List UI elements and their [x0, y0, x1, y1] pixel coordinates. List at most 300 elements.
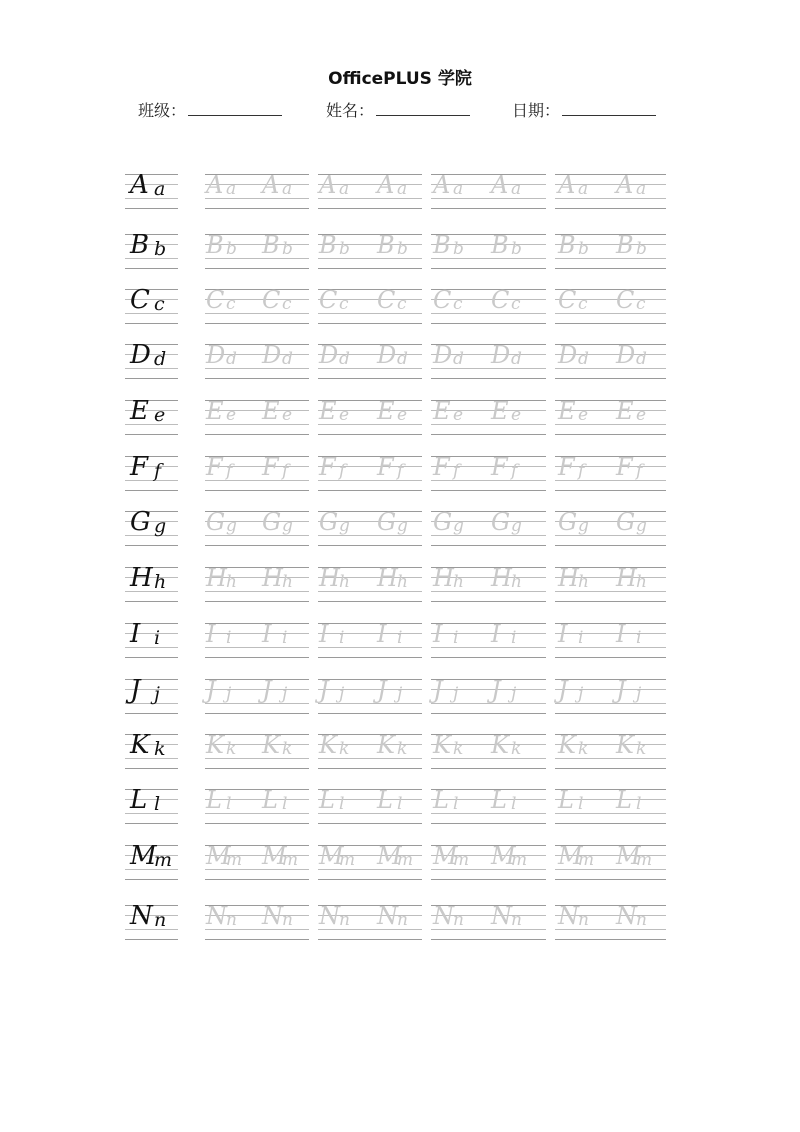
- trace-uppercase: K: [433, 731, 451, 759]
- trace-lowercase: m: [339, 850, 356, 870]
- trace-lowercase: c: [226, 294, 236, 314]
- trace-letter-pair[interactable]: [206, 285, 252, 325]
- trace-uppercase: D: [616, 341, 636, 369]
- trace-lowercase: h: [226, 572, 237, 592]
- letter-row: [0, 230, 800, 274]
- trace-lowercase: h: [282, 572, 293, 592]
- trace-lowercase: j: [636, 684, 642, 704]
- trace-letter-pair[interactable]: [616, 563, 662, 603]
- trace-uppercase: I: [377, 620, 387, 648]
- trace-uppercase: B: [206, 231, 224, 259]
- trace-letter-pair[interactable]: [206, 841, 252, 881]
- trace-lowercase: m: [226, 850, 243, 870]
- trace-uppercase: B: [616, 231, 634, 259]
- trace-letter-pair[interactable]: [491, 841, 537, 881]
- trace-letter-pair[interactable]: [377, 230, 423, 270]
- model-letter-pair: [126, 230, 178, 270]
- trace-uppercase: A: [433, 171, 451, 199]
- trace-letter-pair[interactable]: [491, 785, 537, 825]
- trace-letter-pair[interactable]: [262, 396, 308, 436]
- model-uppercase: D: [130, 340, 151, 370]
- trace-letter-pair[interactable]: [616, 396, 662, 436]
- trace-uppercase: F: [319, 453, 336, 481]
- trace-uppercase: K: [377, 731, 395, 759]
- trace-letter-pair[interactable]: [319, 785, 365, 825]
- model-lowercase: b: [154, 238, 167, 260]
- trace-uppercase: F: [262, 453, 279, 481]
- letter-row: [0, 396, 800, 440]
- trace-uppercase: F: [616, 453, 633, 481]
- trace-letter-pair[interactable]: [616, 901, 662, 941]
- model-uppercase: N: [130, 901, 153, 931]
- trace-letter-pair[interactable]: [319, 452, 365, 492]
- trace-lowercase: k: [339, 739, 350, 759]
- trace-lowercase: n: [453, 910, 464, 930]
- model-letter-pair: [126, 396, 178, 436]
- trace-lowercase: f: [578, 461, 585, 481]
- trace-letter-pair[interactable]: [558, 730, 604, 770]
- trace-uppercase: G: [319, 508, 339, 536]
- trace-uppercase: E: [377, 397, 395, 425]
- trace-lowercase: i: [226, 628, 232, 648]
- trace-lowercase: f: [636, 461, 643, 481]
- trace-letter-pair[interactable]: [377, 285, 423, 325]
- trace-lowercase: c: [511, 294, 521, 314]
- trace-letter-pair[interactable]: [206, 730, 252, 770]
- trace-letter-pair[interactable]: [558, 170, 604, 210]
- trace-letter-pair[interactable]: [491, 901, 537, 941]
- trace-lowercase: k: [636, 739, 647, 759]
- trace-lowercase: g: [636, 516, 647, 536]
- trace-letter-pair[interactable]: [616, 507, 662, 547]
- trace-lowercase: f: [453, 461, 460, 481]
- trace-uppercase: J: [433, 676, 443, 704]
- trace-uppercase: A: [558, 171, 576, 199]
- model-uppercase: B: [130, 230, 150, 260]
- trace-uppercase: M: [262, 842, 287, 870]
- trace-uppercase: M: [319, 842, 344, 870]
- trace-letter-pair[interactable]: [558, 563, 604, 603]
- trace-letter-pair[interactable]: [558, 507, 604, 547]
- trace-lowercase: e: [511, 405, 522, 425]
- trace-uppercase: D: [377, 341, 397, 369]
- trace-uppercase: D: [262, 341, 282, 369]
- trace-uppercase: N: [262, 902, 283, 930]
- trace-letter-pair[interactable]: [206, 675, 252, 715]
- trace-lowercase: h: [636, 572, 647, 592]
- trace-uppercase: L: [433, 786, 449, 814]
- trace-uppercase: B: [262, 231, 280, 259]
- trace-lowercase: e: [226, 405, 237, 425]
- trace-letter-pair[interactable]: [262, 507, 308, 547]
- trace-lowercase: n: [397, 910, 408, 930]
- trace-letter-pair[interactable]: [616, 170, 662, 210]
- letter-row: [0, 901, 800, 945]
- trace-letter-pair[interactable]: [558, 452, 604, 492]
- trace-uppercase: C: [491, 286, 510, 314]
- trace-uppercase: C: [262, 286, 281, 314]
- letter-row: [0, 730, 800, 774]
- model-uppercase: E: [130, 396, 149, 426]
- class-label: 班级：: [138, 101, 187, 120]
- trace-letter-pair[interactable]: [616, 452, 662, 492]
- trace-lowercase: c: [339, 294, 349, 314]
- trace-letter-pair[interactable]: [616, 841, 662, 881]
- trace-letter-pair[interactable]: [377, 340, 423, 380]
- trace-uppercase: K: [558, 731, 576, 759]
- trace-letter-pair[interactable]: [616, 785, 662, 825]
- letter-row: [0, 563, 800, 607]
- trace-letter-pair[interactable]: [433, 901, 479, 941]
- trace-lowercase: g: [397, 516, 408, 536]
- trace-letter-pair[interactable]: [433, 452, 479, 492]
- trace-lowercase: h: [453, 572, 464, 592]
- trace-uppercase: C: [558, 286, 577, 314]
- trace-lowercase: k: [282, 739, 293, 759]
- trace-uppercase: L: [377, 786, 393, 814]
- trace-lowercase: g: [339, 516, 350, 536]
- trace-uppercase: N: [558, 902, 579, 930]
- trace-lowercase: n: [636, 910, 647, 930]
- trace-lowercase: n: [511, 910, 522, 930]
- trace-letter-pair[interactable]: [433, 340, 479, 380]
- trace-lowercase: g: [226, 516, 237, 536]
- trace-uppercase: H: [558, 564, 579, 592]
- trace-lowercase: a: [636, 179, 647, 199]
- trace-letter-pair[interactable]: [616, 285, 662, 325]
- trace-uppercase: B: [491, 231, 509, 259]
- trace-lowercase: k: [511, 739, 522, 759]
- trace-letter-pair[interactable]: [616, 340, 662, 380]
- trace-letter-pair[interactable]: [377, 841, 423, 881]
- model-uppercase: L: [130, 785, 148, 815]
- trace-lowercase: e: [636, 405, 647, 425]
- trace-uppercase: L: [319, 786, 335, 814]
- trace-letter-pair[interactable]: [491, 675, 537, 715]
- trace-lowercase: b: [397, 239, 408, 259]
- trace-letter-pair[interactable]: [377, 619, 423, 659]
- model-lowercase: m: [154, 849, 173, 871]
- trace-letter-pair[interactable]: [319, 730, 365, 770]
- trace-lowercase: g: [453, 516, 464, 536]
- trace-lowercase: h: [578, 572, 589, 592]
- trace-letter-pair[interactable]: [262, 340, 308, 380]
- model-letter-pair: [126, 340, 178, 380]
- trace-letter-pair[interactable]: [319, 563, 365, 603]
- trace-letter-pair[interactable]: [433, 675, 479, 715]
- trace-uppercase: E: [616, 397, 634, 425]
- trace-letter-pair[interactable]: [377, 563, 423, 603]
- trace-letter-pair[interactable]: [558, 340, 604, 380]
- trace-uppercase: N: [206, 902, 227, 930]
- trace-lowercase: k: [397, 739, 408, 759]
- trace-uppercase: N: [433, 902, 454, 930]
- trace-letter-pair[interactable]: [262, 619, 308, 659]
- trace-lowercase: j: [578, 684, 584, 704]
- trace-lowercase: f: [282, 461, 289, 481]
- letter-row: [0, 675, 800, 719]
- model-uppercase: H: [130, 563, 153, 593]
- trace-letter-pair[interactable]: [262, 785, 308, 825]
- model-letter-pair: [126, 675, 178, 715]
- trace-letter-pair[interactable]: [433, 396, 479, 436]
- trace-lowercase: a: [578, 179, 589, 199]
- trace-uppercase: B: [377, 231, 395, 259]
- trace-letter-pair[interactable]: [206, 170, 252, 210]
- model-lowercase: g: [154, 515, 167, 537]
- trace-letter-pair[interactable]: [433, 230, 479, 270]
- trace-letter-pair[interactable]: [491, 230, 537, 270]
- trace-uppercase: A: [377, 171, 395, 199]
- trace-lowercase: f: [397, 461, 404, 481]
- letter-row: [0, 340, 800, 384]
- model-uppercase: J: [130, 675, 141, 705]
- trace-uppercase: I: [206, 620, 216, 648]
- trace-letter-pair[interactable]: [558, 230, 604, 270]
- trace-uppercase: E: [433, 397, 451, 425]
- trace-letter-pair[interactable]: [319, 619, 365, 659]
- trace-lowercase: f: [226, 461, 233, 481]
- trace-lowercase: n: [282, 910, 293, 930]
- trace-letter-pair[interactable]: [377, 170, 423, 210]
- trace-letter-pair[interactable]: [262, 730, 308, 770]
- trace-letter-pair[interactable]: [262, 170, 308, 210]
- trace-lowercase: l: [578, 794, 584, 814]
- trace-letter-pair[interactable]: [433, 619, 479, 659]
- trace-uppercase: J: [616, 676, 626, 704]
- model-lowercase: e: [154, 404, 166, 426]
- trace-uppercase: C: [616, 286, 635, 314]
- trace-letter-pair[interactable]: [558, 396, 604, 436]
- trace-lowercase: i: [282, 628, 288, 648]
- trace-uppercase: K: [206, 731, 224, 759]
- trace-uppercase: J: [262, 676, 272, 704]
- trace-letter-pair[interactable]: [433, 841, 479, 881]
- trace-uppercase: D: [206, 341, 226, 369]
- trace-lowercase: j: [226, 684, 232, 704]
- model-letter-pair: [126, 170, 178, 210]
- trace-letter-pair[interactable]: [491, 396, 537, 436]
- trace-letter-pair[interactable]: [206, 507, 252, 547]
- trace-letter-pair[interactable]: [616, 230, 662, 270]
- trace-lowercase: c: [397, 294, 407, 314]
- trace-letter-pair[interactable]: [558, 841, 604, 881]
- model-lowercase: h: [154, 571, 167, 593]
- trace-lowercase: d: [397, 349, 408, 369]
- trace-letter-pair[interactable]: [491, 170, 537, 210]
- trace-lowercase: i: [578, 628, 584, 648]
- trace-uppercase: C: [377, 286, 396, 314]
- trace-letter-pair[interactable]: [319, 340, 365, 380]
- letter-row: [0, 785, 800, 829]
- trace-uppercase: N: [377, 902, 398, 930]
- trace-lowercase: d: [636, 349, 647, 369]
- trace-letter-pair[interactable]: [491, 285, 537, 325]
- trace-lowercase: k: [578, 739, 589, 759]
- trace-letter-pair[interactable]: [262, 675, 308, 715]
- letter-row: [0, 170, 800, 214]
- trace-letter-pair[interactable]: [558, 619, 604, 659]
- trace-letter-pair[interactable]: [319, 396, 365, 436]
- trace-letter-pair[interactable]: [433, 563, 479, 603]
- trace-lowercase: i: [397, 628, 403, 648]
- trace-letter-pair[interactable]: [377, 396, 423, 436]
- trace-letter-pair[interactable]: [491, 730, 537, 770]
- letter-row: [0, 507, 800, 551]
- trace-uppercase: N: [491, 902, 512, 930]
- trace-letter-pair[interactable]: [319, 230, 365, 270]
- trace-letter-pair[interactable]: [377, 901, 423, 941]
- trace-lowercase: i: [636, 628, 642, 648]
- trace-uppercase: G: [616, 508, 636, 536]
- trace-letter-pair[interactable]: [262, 452, 308, 492]
- trace-letter-pair[interactable]: [319, 675, 365, 715]
- trace-letter-pair[interactable]: [491, 507, 537, 547]
- trace-letter-pair[interactable]: [206, 340, 252, 380]
- trace-letter-pair[interactable]: [433, 730, 479, 770]
- trace-lowercase: g: [511, 516, 522, 536]
- trace-lowercase: n: [339, 910, 350, 930]
- trace-letter-pair[interactable]: [206, 563, 252, 603]
- trace-letter-pair[interactable]: [377, 452, 423, 492]
- trace-letter-pair[interactable]: [206, 785, 252, 825]
- trace-letter-pair[interactable]: [491, 452, 537, 492]
- trace-uppercase: I: [491, 620, 501, 648]
- trace-lowercase: h: [511, 572, 522, 592]
- trace-lowercase: f: [511, 461, 518, 481]
- trace-lowercase: c: [578, 294, 588, 314]
- trace-uppercase: D: [433, 341, 453, 369]
- trace-uppercase: D: [491, 341, 511, 369]
- trace-letter-pair[interactable]: [491, 563, 537, 603]
- trace-uppercase: H: [491, 564, 512, 592]
- trace-lowercase: c: [453, 294, 463, 314]
- letter-row: [0, 452, 800, 496]
- trace-letter-pair[interactable]: [262, 841, 308, 881]
- trace-uppercase: D: [558, 341, 578, 369]
- trace-letter-pair[interactable]: [433, 285, 479, 325]
- trace-uppercase: J: [558, 676, 568, 704]
- model-uppercase: F: [130, 452, 149, 482]
- model-lowercase: i: [154, 627, 161, 649]
- trace-uppercase: D: [319, 341, 339, 369]
- trace-lowercase: j: [397, 684, 403, 704]
- trace-uppercase: E: [319, 397, 337, 425]
- trace-uppercase: L: [262, 786, 278, 814]
- trace-uppercase: I: [558, 620, 568, 648]
- trace-letter-pair[interactable]: [616, 619, 662, 659]
- trace-lowercase: e: [282, 405, 293, 425]
- trace-lowercase: i: [339, 628, 345, 648]
- model-letter-pair: [126, 730, 178, 770]
- trace-lowercase: f: [339, 461, 346, 481]
- trace-uppercase: A: [206, 171, 224, 199]
- trace-letter-pair[interactable]: [319, 901, 365, 941]
- date-label: 日期：: [512, 101, 561, 120]
- trace-letter-pair[interactable]: [319, 841, 365, 881]
- trace-uppercase: K: [262, 731, 280, 759]
- trace-uppercase: K: [616, 731, 634, 759]
- trace-lowercase: d: [226, 349, 237, 369]
- trace-uppercase: G: [558, 508, 578, 536]
- model-letter-pair: [126, 785, 178, 825]
- trace-letter-pair[interactable]: [206, 396, 252, 436]
- trace-lowercase: j: [339, 684, 345, 704]
- trace-letter-pair[interactable]: [377, 507, 423, 547]
- trace-letter-pair[interactable]: [491, 340, 537, 380]
- trace-letter-pair[interactable]: [377, 785, 423, 825]
- trace-uppercase: N: [319, 902, 340, 930]
- trace-uppercase: E: [262, 397, 280, 425]
- trace-letter-pair[interactable]: [377, 675, 423, 715]
- trace-lowercase: a: [397, 179, 408, 199]
- trace-letter-pair[interactable]: [377, 730, 423, 770]
- trace-lowercase: k: [226, 739, 237, 759]
- trace-letter-pair[interactable]: [558, 785, 604, 825]
- trace-letter-pair[interactable]: [319, 507, 365, 547]
- trace-uppercase: E: [491, 397, 509, 425]
- trace-letter-pair[interactable]: [206, 901, 252, 941]
- trace-uppercase: H: [262, 564, 283, 592]
- trace-letter-pair[interactable]: [262, 230, 308, 270]
- trace-uppercase: B: [433, 231, 451, 259]
- model-uppercase: I: [130, 619, 141, 649]
- trace-lowercase: l: [511, 794, 517, 814]
- trace-letter-pair[interactable]: [433, 170, 479, 210]
- trace-uppercase: F: [558, 453, 575, 481]
- trace-letter-pair[interactable]: [206, 230, 252, 270]
- trace-letter-pair[interactable]: [433, 785, 479, 825]
- trace-lowercase: a: [282, 179, 293, 199]
- trace-letter-pair[interactable]: [491, 619, 537, 659]
- trace-lowercase: d: [453, 349, 464, 369]
- trace-lowercase: b: [511, 239, 522, 259]
- trace-uppercase: H: [206, 564, 227, 592]
- trace-uppercase: E: [558, 397, 576, 425]
- trace-lowercase: d: [511, 349, 522, 369]
- trace-lowercase: m: [636, 850, 653, 870]
- trace-letter-pair[interactable]: [558, 675, 604, 715]
- trace-lowercase: l: [226, 794, 232, 814]
- trace-letter-pair[interactable]: [616, 675, 662, 715]
- trace-letter-pair[interactable]: [262, 285, 308, 325]
- trace-lowercase: l: [282, 794, 288, 814]
- trace-lowercase: n: [578, 910, 589, 930]
- trace-lowercase: a: [339, 179, 350, 199]
- trace-letter-pair[interactable]: [262, 901, 308, 941]
- trace-letter-pair[interactable]: [558, 285, 604, 325]
- trace-lowercase: b: [339, 239, 350, 259]
- trace-uppercase: K: [319, 731, 337, 759]
- trace-letter-pair[interactable]: [616, 730, 662, 770]
- trace-letter-pair[interactable]: [206, 619, 252, 659]
- trace-letter-pair[interactable]: [206, 452, 252, 492]
- trace-lowercase: c: [282, 294, 292, 314]
- trace-lowercase: m: [578, 850, 595, 870]
- model-letter-pair: [126, 619, 178, 659]
- trace-letter-pair[interactable]: [433, 507, 479, 547]
- trace-lowercase: d: [282, 349, 293, 369]
- trace-uppercase: I: [319, 620, 329, 648]
- trace-letter-pair[interactable]: [319, 285, 365, 325]
- trace-uppercase: G: [433, 508, 453, 536]
- trace-letter-pair[interactable]: [262, 563, 308, 603]
- trace-letter-pair[interactable]: [558, 901, 604, 941]
- trace-lowercase: b: [226, 239, 237, 259]
- model-lowercase: k: [154, 738, 166, 760]
- trace-letter-pair[interactable]: [319, 170, 365, 210]
- trace-uppercase: H: [377, 564, 398, 592]
